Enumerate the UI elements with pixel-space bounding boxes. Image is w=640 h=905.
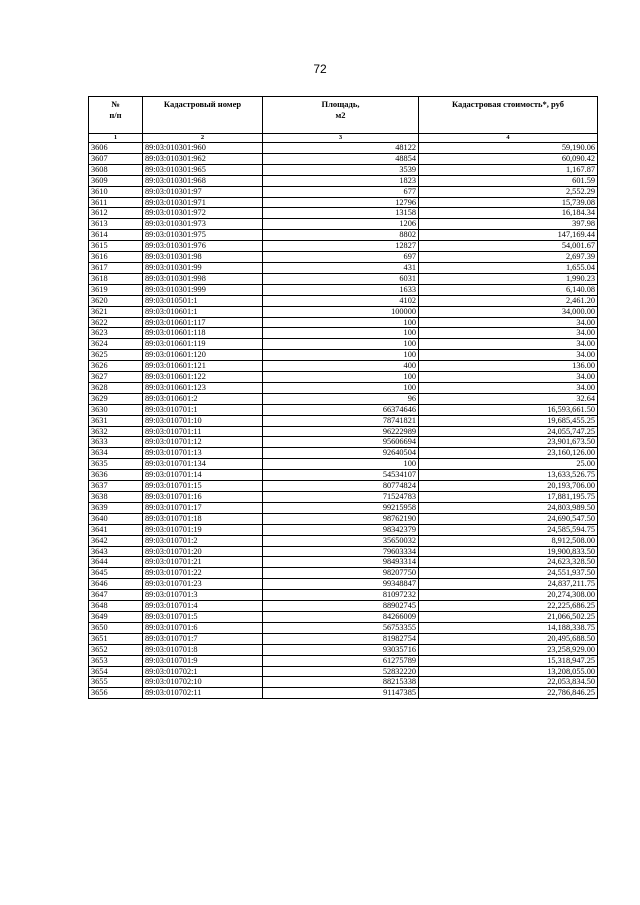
row-index: 3649 (89, 611, 143, 622)
area-value: 96 (263, 393, 419, 404)
row-index: 3638 (89, 492, 143, 503)
column-number: 1 (89, 134, 143, 143)
row-index: 3620 (89, 295, 143, 306)
cadastral-number: 89:03:010601:2 (143, 393, 263, 404)
row-index: 3623 (89, 328, 143, 339)
cadastral-number: 89:03:010702:1 (143, 666, 263, 677)
table-header-row (89, 97, 598, 134)
cost-value: 59,190.06 (419, 143, 598, 154)
table-row (89, 252, 598, 263)
table-row (89, 273, 598, 284)
cadastral-number: 89:03:010601:117 (143, 317, 263, 328)
cadastral-number: 89:03:010701:18 (143, 513, 263, 524)
column-number-row (89, 134, 598, 143)
cost-value: 22,786,846.25 (419, 688, 598, 699)
table-row (89, 688, 598, 699)
area-value: 12827 (263, 241, 419, 252)
row-index: 3653 (89, 655, 143, 666)
area-value: 80774824 (263, 481, 419, 492)
cost-value: 20,274,308.00 (419, 590, 598, 601)
area-value: 96222989 (263, 426, 419, 437)
table-row (89, 481, 598, 492)
cost-value: 24,585,594.75 (419, 524, 598, 535)
area-value: 79603334 (263, 546, 419, 557)
cadastral-number: 89:03:010701:20 (143, 546, 263, 557)
table-row (89, 153, 598, 164)
column-number: 4 (419, 134, 598, 143)
row-index: 3651 (89, 633, 143, 644)
area-value: 35650032 (263, 535, 419, 546)
cost-value: 24,837,211.75 (419, 579, 598, 590)
row-index: 3608 (89, 164, 143, 175)
area-value: 78741821 (263, 415, 419, 426)
table-row (89, 372, 598, 383)
row-index: 3625 (89, 350, 143, 361)
row-index: 3612 (89, 208, 143, 219)
row-index: 3652 (89, 644, 143, 655)
cadastral-number: 89:03:010601:121 (143, 361, 263, 372)
table-row (89, 448, 598, 459)
cadastral-number: 89:03:010301:998 (143, 273, 263, 284)
row-index: 3618 (89, 273, 143, 284)
cadastral-number: 89:03:010701:1 (143, 404, 263, 415)
row-index: 3609 (89, 175, 143, 186)
area-value: 431 (263, 262, 419, 273)
table-body (89, 143, 598, 699)
cadastral-table (88, 96, 598, 699)
cost-value: 24,690,547.50 (419, 513, 598, 524)
cadastral-number: 89:03:010601:119 (143, 339, 263, 350)
cost-value: 34.00 (419, 372, 598, 383)
area-value: 88902745 (263, 601, 419, 612)
area-value: 66374646 (263, 404, 419, 415)
area-value: 100000 (263, 306, 419, 317)
cadastral-number: 89:03:010701:11 (143, 426, 263, 437)
area-value: 81982754 (263, 633, 419, 644)
cadastral-number: 89:03:010701:10 (143, 415, 263, 426)
area-value: 4102 (263, 295, 419, 306)
area-value: 6031 (263, 273, 419, 284)
cadastral-number: 89:03:010301:972 (143, 208, 263, 219)
cadastral-number: 89:03:010301:98 (143, 252, 263, 263)
row-index: 3645 (89, 568, 143, 579)
cost-value: 24,551,937.50 (419, 568, 598, 579)
row-index: 3639 (89, 502, 143, 513)
row-index: 3611 (89, 197, 143, 208)
row-index: 3624 (89, 339, 143, 350)
table-row (89, 328, 598, 339)
header-cadastral-cost: Кадастровая стоимость*, руб (419, 97, 598, 134)
header-area: Площадь, м2 (263, 97, 419, 134)
cost-value: 19,685,455.25 (419, 415, 598, 426)
table-row (89, 426, 598, 437)
row-index: 3643 (89, 546, 143, 557)
cadastral-number: 89:03:010301:99 (143, 262, 263, 273)
cost-value: 2,461.20 (419, 295, 598, 306)
table-row (89, 655, 598, 666)
cost-value: 23,258,929.00 (419, 644, 598, 655)
cadastral-number: 89:03:010701:9 (143, 655, 263, 666)
row-index: 3614 (89, 230, 143, 241)
cadastral-number: 89:03:010301:973 (143, 219, 263, 230)
table-row (89, 557, 598, 568)
cadastral-number: 89:03:010301:962 (143, 153, 263, 164)
cost-value: 34.00 (419, 328, 598, 339)
row-index: 3632 (89, 426, 143, 437)
area-value: 71524783 (263, 492, 419, 503)
cadastral-number: 89:03:010301:968 (143, 175, 263, 186)
cost-value: 601.59 (419, 175, 598, 186)
table-row (89, 361, 598, 372)
table-row (89, 633, 598, 644)
table-row (89, 230, 598, 241)
area-value: 677 (263, 186, 419, 197)
cadastral-number: 89:03:010301:999 (143, 284, 263, 295)
row-index: 3619 (89, 284, 143, 295)
cost-value: 54,001.67 (419, 241, 598, 252)
row-index: 3654 (89, 666, 143, 677)
area-value: 61275789 (263, 655, 419, 666)
cost-value: 22,053,834.50 (419, 677, 598, 688)
cadastral-number: 89:03:010301:960 (143, 143, 263, 154)
cost-value: 23,901,673.50 (419, 437, 598, 448)
cadastral-number: 89:03:010702:10 (143, 677, 263, 688)
table-row (89, 393, 598, 404)
table-row (89, 546, 598, 557)
row-index: 3630 (89, 404, 143, 415)
row-index: 3606 (89, 143, 143, 154)
row-index: 3629 (89, 393, 143, 404)
cost-value: 34.00 (419, 350, 598, 361)
cadastral-number: 89:03:010702:11 (143, 688, 263, 699)
cost-value: 22,225,686.25 (419, 601, 598, 612)
cadastral-number: 89:03:010701:8 (143, 644, 263, 655)
cost-value: 15,739.08 (419, 197, 598, 208)
cadastral-number: 89:03:010701:22 (143, 568, 263, 579)
row-index: 3648 (89, 601, 143, 612)
table-row (89, 666, 598, 677)
area-value: 54534107 (263, 470, 419, 481)
table-row (89, 568, 598, 579)
row-index: 3650 (89, 622, 143, 633)
row-index: 3633 (89, 437, 143, 448)
cadastral-number: 89:03:010701:4 (143, 601, 263, 612)
table-row (89, 295, 598, 306)
row-index: 3655 (89, 677, 143, 688)
area-value: 48122 (263, 143, 419, 154)
cost-value: 14,188,338.75 (419, 622, 598, 633)
row-index: 3622 (89, 317, 143, 328)
area-value: 93035716 (263, 644, 419, 655)
row-index: 3628 (89, 382, 143, 393)
row-index: 3621 (89, 306, 143, 317)
table-row (89, 579, 598, 590)
column-number: 3 (263, 134, 419, 143)
area-value: 100 (263, 382, 419, 393)
table-row (89, 143, 598, 154)
cost-value: 397.98 (419, 219, 598, 230)
row-index: 3635 (89, 459, 143, 470)
table-row (89, 284, 598, 295)
area-value: 48854 (263, 153, 419, 164)
table-row (89, 644, 598, 655)
table-row (89, 513, 598, 524)
cost-value: 20,193,706.00 (419, 481, 598, 492)
table-row (89, 186, 598, 197)
area-value: 56753355 (263, 622, 419, 633)
cost-value: 1,655.04 (419, 262, 598, 273)
area-value: 100 (263, 350, 419, 361)
table-row (89, 622, 598, 633)
header-index: № п/п (89, 97, 143, 134)
cost-value: 21,066,502.25 (419, 611, 598, 622)
area-value: 100 (263, 328, 419, 339)
area-value: 52832220 (263, 666, 419, 677)
row-index: 3646 (89, 579, 143, 590)
area-value: 1823 (263, 175, 419, 186)
cadastral-number: 89:03:010701:3 (143, 590, 263, 601)
table-row (89, 459, 598, 470)
area-value: 100 (263, 339, 419, 350)
table-row (89, 404, 598, 415)
cost-value: 23,160,126.00 (419, 448, 598, 459)
cadastral-number: 89:03:010701:15 (143, 481, 263, 492)
row-index: 3626 (89, 361, 143, 372)
cadastral-number: 89:03:010701:7 (143, 633, 263, 644)
row-index: 3642 (89, 535, 143, 546)
cadastral-number: 89:03:010301:97 (143, 186, 263, 197)
cost-value: 6,140.08 (419, 284, 598, 295)
area-value: 12796 (263, 197, 419, 208)
table-row (89, 339, 598, 350)
cost-value: 25.00 (419, 459, 598, 470)
cadastral-number: 89:03:010601:120 (143, 350, 263, 361)
area-value: 91147385 (263, 688, 419, 699)
cost-value: 34.00 (419, 339, 598, 350)
area-value: 95606694 (263, 437, 419, 448)
cost-value: 24,803,989.50 (419, 502, 598, 513)
area-value: 92640504 (263, 448, 419, 459)
cadastral-number: 89:03:010301:975 (143, 230, 263, 241)
table-row (89, 502, 598, 513)
cost-value: 16,593,661.50 (419, 404, 598, 415)
table-row (89, 535, 598, 546)
cost-value: 24,623,328.50 (419, 557, 598, 568)
cadastral-number: 89:03:010701:12 (143, 437, 263, 448)
row-index: 3613 (89, 219, 143, 230)
cost-value: 34.00 (419, 382, 598, 393)
header-cadastral-number: Кадастровый номер (143, 97, 263, 134)
row-index: 3640 (89, 513, 143, 524)
row-index: 3631 (89, 415, 143, 426)
table-row (89, 208, 598, 219)
table-row (89, 492, 598, 503)
cost-value: 34.00 (419, 317, 598, 328)
cadastral-number: 89:03:010701:17 (143, 502, 263, 513)
cadastral-number: 89:03:010701:16 (143, 492, 263, 503)
table-row (89, 350, 598, 361)
cost-value: 19,900,833.50 (419, 546, 598, 557)
table-row (89, 164, 598, 175)
row-index: 3634 (89, 448, 143, 459)
cost-value: 20,495,688.50 (419, 633, 598, 644)
cost-value: 13,633,526.75 (419, 470, 598, 481)
cost-value: 13,208,055.00 (419, 666, 598, 677)
cost-value: 24,055,747.25 (419, 426, 598, 437)
cadastral-number: 89:03:010701:134 (143, 459, 263, 470)
table-row (89, 524, 598, 535)
cadastral-number: 89:03:010601:118 (143, 328, 263, 339)
cadastral-number: 89:03:010701:14 (143, 470, 263, 481)
row-index: 3627 (89, 372, 143, 383)
area-value: 1206 (263, 219, 419, 230)
cadastral-number: 89:03:010301:965 (143, 164, 263, 175)
cost-value: 2,552.29 (419, 186, 598, 197)
area-value: 98207750 (263, 568, 419, 579)
area-value: 100 (263, 372, 419, 383)
column-number: 2 (143, 134, 263, 143)
table-row (89, 241, 598, 252)
row-index: 3641 (89, 524, 143, 535)
table-row (89, 197, 598, 208)
cadastral-number: 89:03:010701:23 (143, 579, 263, 590)
table-row (89, 219, 598, 230)
cost-value: 2,697.39 (419, 252, 598, 263)
area-value: 98762190 (263, 513, 419, 524)
page-number: 72 (313, 62, 327, 76)
row-index: 3607 (89, 153, 143, 164)
area-value: 100 (263, 459, 419, 470)
area-value: 81097232 (263, 590, 419, 601)
table-row (89, 601, 598, 612)
cadastral-number: 89:03:010701:2 (143, 535, 263, 546)
table-row (89, 677, 598, 688)
cost-value: 17,881,195.75 (419, 492, 598, 503)
cost-value: 8,912,508.00 (419, 535, 598, 546)
area-value: 88215338 (263, 677, 419, 688)
cost-value: 1,990.23 (419, 273, 598, 284)
table-row (89, 262, 598, 273)
table-row (89, 611, 598, 622)
area-value: 99215958 (263, 502, 419, 513)
cadastral-number: 89:03:010601:122 (143, 372, 263, 383)
row-index: 3656 (89, 688, 143, 699)
area-value: 1633 (263, 284, 419, 295)
area-value: 697 (263, 252, 419, 263)
row-index: 3610 (89, 186, 143, 197)
cadastral-number: 89:03:010701:21 (143, 557, 263, 568)
cost-value: 34,000.00 (419, 306, 598, 317)
cadastral-number: 89:03:010701:6 (143, 622, 263, 633)
cadastral-number: 89:03:010601:1 (143, 306, 263, 317)
table-row (89, 437, 598, 448)
cadastral-number: 89:03:010301:971 (143, 197, 263, 208)
cadastral-number: 89:03:010301:976 (143, 241, 263, 252)
row-index: 3644 (89, 557, 143, 568)
cadastral-number: 89:03:010501:1 (143, 295, 263, 306)
cost-value: 32.64 (419, 393, 598, 404)
row-index: 3615 (89, 241, 143, 252)
cost-value: 136.00 (419, 361, 598, 372)
row-index: 3636 (89, 470, 143, 481)
row-index: 3647 (89, 590, 143, 601)
table-row (89, 175, 598, 186)
area-value: 84266009 (263, 611, 419, 622)
cadastral-number: 89:03:010701:13 (143, 448, 263, 459)
area-value: 13158 (263, 208, 419, 219)
area-value: 8802 (263, 230, 419, 241)
table-row (89, 590, 598, 601)
area-value: 98342379 (263, 524, 419, 535)
cadastral-number: 89:03:010601:123 (143, 382, 263, 393)
cadastral-number: 89:03:010701:5 (143, 611, 263, 622)
area-value: 99348847 (263, 579, 419, 590)
cost-value: 15,318,947.25 (419, 655, 598, 666)
table-row (89, 382, 598, 393)
table-row (89, 317, 598, 328)
row-index: 3637 (89, 481, 143, 492)
table-row (89, 415, 598, 426)
cost-value: 60,090.42 (419, 153, 598, 164)
table-row (89, 470, 598, 481)
table-row (89, 306, 598, 317)
area-value: 400 (263, 361, 419, 372)
cost-value: 16,184.34 (419, 208, 598, 219)
area-value: 100 (263, 317, 419, 328)
cadastral-number: 89:03:010701:19 (143, 524, 263, 535)
cost-value: 147,169.44 (419, 230, 598, 241)
cost-value: 1,167.87 (419, 164, 598, 175)
row-index: 3616 (89, 252, 143, 263)
area-value: 3539 (263, 164, 419, 175)
row-index: 3617 (89, 262, 143, 273)
area-value: 98493314 (263, 557, 419, 568)
